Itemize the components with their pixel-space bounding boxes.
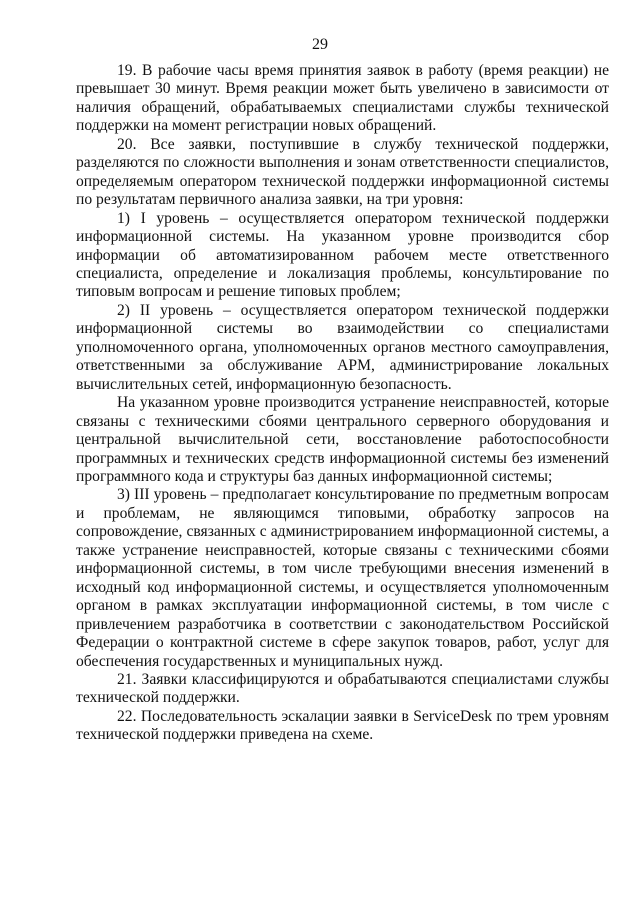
paragraph-21: 21. Заявки классифицируются и обрабатываются специалистами службы технической поддержки.	[76, 670, 609, 707]
paragraph-22: 22. Последовательность эскалации заявки в ServiceDesk по трем уровням технической поддержки приведена на схеме.	[76, 707, 609, 744]
paragraph-level-2-details: На указанном уровне производится устранение неисправностей, которые связаны с техническими сбоями центрального серверного оборудования и центральной вычислительной сети, восстановление работоспособности программных и технических средств информационной системы без изменений программного кода и структуры баз данных информационной системы;	[76, 394, 609, 485]
page-number: 29	[312, 36, 328, 53]
list-item-level-1: 1) I уровень – осуществляется оператором технической поддержки информационной системы. На указанном уровне производится сбор информации об автоматизированном рабочем месте ответственного специалиста, определение и локализация проблемы, консультирование по типовым вопросам и решение типовых проблем;	[76, 209, 609, 301]
document-body	[76, 62, 609, 745]
list-item-level-3: 3) III уровень – предполагает консультирование по предметным вопросам и проблемам, не являющимся типовыми, обработку запросов на сопровождение, связанных с администрированием информационной системы, а также устранение неисправностей, которые связаны с техническими сбоями информационной системы, в том числе требующими внесения изменений в исходный код информационной системы, и осуществляется уполномоченным органом в рамках эксплуатации информационной системы, в том числе с привлечением разработчика в соответствии с законодательством Российской Федерации о контрактной системе в сфере закупок товаров, работ, услуг для обеспечения государственных и муниципальных нужд.	[76, 486, 609, 670]
paragraph-20: 20. Все заявки, поступившие в службу технической поддержки, разделяются по сложности выполнения и зонам ответственности специалистов, определяемым оператором технической поддержки информационной системы по результатам первичного анализа заявки, на три уровня:	[76, 135, 609, 209]
list-item-level-2: 2) II уровень – осуществляется оператором технической поддержки информационной системы во взаимодействии со специалистами уполномоченного органа, уполномоченных органов местного самоуправления, ответственными за обслуживание АРМ, администрирование локальных вычислительных сетей, информационную безопасность.	[76, 301, 609, 393]
paragraph-19: 19. В рабочие часы время принятия заявок в работу (время реакции) не превышает 30 минут. Время реакции может быть увеличено в зависимости от наличия обращений, обрабатываемых специалистами службы технической поддержки на момент регистрации новых обращений.	[76, 62, 609, 135]
